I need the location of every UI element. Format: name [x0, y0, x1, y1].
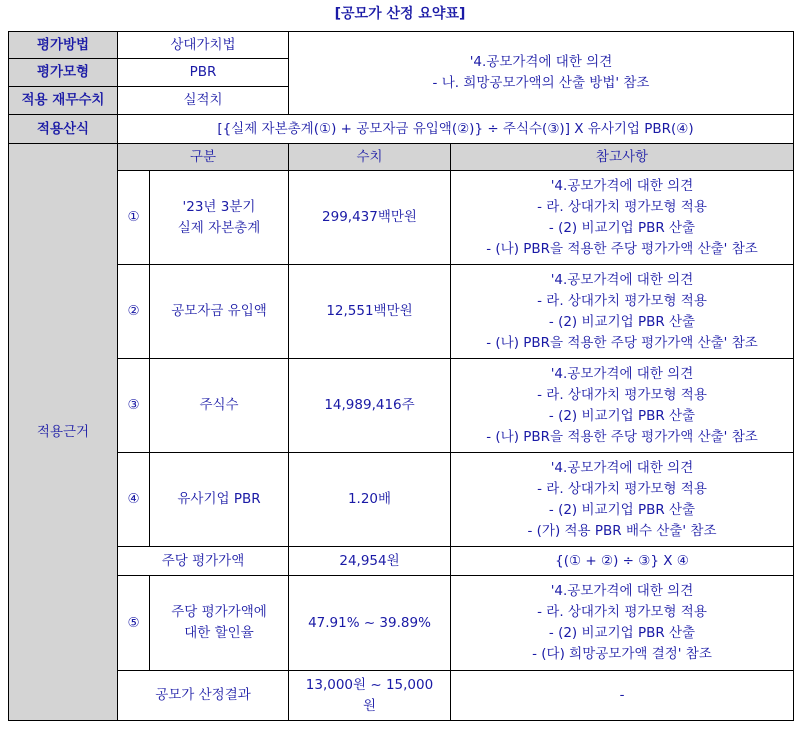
- item-note: [451, 171, 794, 265]
- item-name-line: 유사기업 PBR: [177, 491, 261, 507]
- note-line: - (다) 희망공모가액 결정' 참조: [532, 646, 712, 662]
- table-row-per-share: [9, 547, 794, 576]
- top-note: [289, 32, 794, 115]
- item-name: [150, 171, 289, 265]
- item-name-line: 주당 평가가액에: [171, 604, 267, 620]
- note-line: - (2) 비교기업 PBR 산출: [548, 313, 696, 330]
- result-value-line: 원: [362, 697, 377, 714]
- item-name-line: 대한 할인율: [184, 625, 254, 641]
- note-line: '4.공모가격에 대한 의견: [550, 365, 694, 382]
- top-note-line: - 나. 희망공모가액의 산출 방법' 참조: [432, 75, 650, 91]
- result-label: 공모가 산정결과: [118, 671, 289, 721]
- summary-table: [8, 31, 794, 721]
- note-line: - (나) PBR을 적용한 주당 평가가액 산출' 참조: [486, 334, 758, 351]
- note-line: - (2) 비교기업 PBR 산출: [548, 625, 696, 641]
- financials-value: 실적치: [118, 87, 289, 115]
- item-number: ②: [118, 265, 150, 359]
- page-title: [공모가 산정 요약표]: [334, 6, 466, 22]
- note-line: - 라. 상대가치 평가모형 적용: [537, 604, 707, 620]
- item-number: ①: [118, 171, 150, 265]
- result-note: -: [451, 671, 794, 721]
- note-line: - (나) PBR을 적용한 주당 평가가액 산출' 참조: [486, 428, 758, 445]
- item-note: [451, 453, 794, 547]
- table-row: [9, 359, 794, 453]
- item-name-line: '23년 3분기: [182, 198, 256, 215]
- table-row-discount: [9, 576, 794, 671]
- model-label: 평가모형: [9, 59, 118, 87]
- item-name: [150, 576, 289, 671]
- item-name-line: 실제 자본총계: [177, 219, 261, 236]
- item-name: [150, 453, 289, 547]
- method-label: 평가방법: [9, 32, 118, 59]
- result-value: [289, 671, 451, 721]
- note-line: '4.공모가격에 대한 의견: [550, 459, 694, 476]
- note-line: - (2) 비교기업 PBR 산출: [548, 219, 696, 236]
- item-name: [150, 265, 289, 359]
- per-share-label: 주당 평가가액: [118, 547, 289, 576]
- item-note: [451, 359, 794, 453]
- value-header: 수치: [289, 144, 451, 171]
- formula-value: [{실제 자본총계(①) + 공모자금 유입액(②)} ÷ 주식수(③)] X 유사기업 PBR(④): [118, 115, 794, 144]
- note-line: - 라. 상대가치 평가모형 적용: [537, 480, 707, 497]
- item-value: 14,989,416주: [289, 359, 451, 453]
- top-note-line: '4.공모가격에 대한 의견: [469, 54, 613, 70]
- note-line: - (2) 비교기업 PBR 산출: [548, 407, 696, 424]
- item-number: ③: [118, 359, 150, 453]
- table-row: [9, 453, 794, 547]
- item-note: [451, 265, 794, 359]
- item-value: 1.20배: [289, 453, 451, 547]
- note-line: - 라. 상대가치 평가모형 적용: [537, 292, 707, 309]
- item-name-line: 공모자금 유입액: [171, 303, 267, 319]
- method-value: 상대가치법: [118, 32, 289, 59]
- item-name-line: 주식수: [199, 397, 239, 413]
- note-line: - 라. 상대가치 평가모형 적용: [537, 386, 707, 403]
- item-value: 47.91% ~ 39.89%: [289, 576, 451, 671]
- table-row-result: [9, 671, 794, 721]
- basis-label: 적용근거: [9, 144, 118, 721]
- note-line: '4.공모가격에 대한 의견: [550, 177, 694, 194]
- table-row-formula: [9, 115, 794, 144]
- formula-label: 적용산식: [9, 115, 118, 144]
- item-value: 299,437백만원: [289, 171, 451, 265]
- table-row-method: [9, 32, 794, 59]
- note-line: - (가) 적용 PBR 배수 산출' 참조: [527, 522, 717, 539]
- note-line: - (나) PBR을 적용한 주당 평가가액 산출' 참조: [486, 240, 758, 257]
- item-value: 12,551백만원: [289, 265, 451, 359]
- per-share-note: {(① + ②) ÷ ③} X ④: [451, 547, 794, 576]
- per-share-value: 24,954원: [289, 547, 451, 576]
- result-value-line: 13,000원 ~ 15,000: [305, 676, 434, 693]
- note-line: - (2) 비교기업 PBR 산출: [548, 501, 696, 518]
- table-row: [9, 265, 794, 359]
- financials-label: 적용 재무수치: [9, 87, 118, 115]
- category-header: 구분: [118, 144, 289, 171]
- table-row: [9, 171, 794, 265]
- item-number: ⑤: [118, 576, 150, 671]
- item-number: ④: [118, 453, 150, 547]
- model-value: PBR: [118, 59, 289, 87]
- item-note: [451, 576, 794, 671]
- note-line: '4.공모가격에 대한 의견: [550, 271, 694, 288]
- item-name: [150, 359, 289, 453]
- table-row-subheader: [9, 144, 794, 171]
- note-header: 참고사항: [451, 144, 794, 171]
- note-line: - 라. 상대가치 평가모형 적용: [537, 198, 707, 215]
- note-line: '4.공모가격에 대한 의견: [550, 583, 694, 599]
